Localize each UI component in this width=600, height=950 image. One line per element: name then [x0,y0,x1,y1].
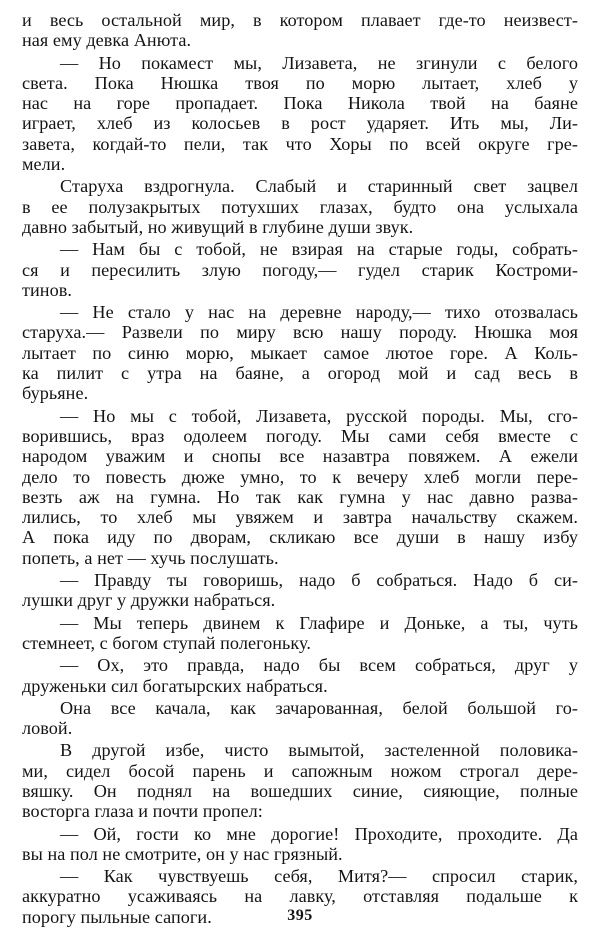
text-line: восторга глаза и почти пропел: [22,801,263,822]
text-line: аккуратно усаживаясь на лавку, отставляя подальше к [22,886,578,907]
text-line: ловой. [22,718,73,739]
text-line: Она все качала, как зачарованная, белой большой го- [60,697,578,718]
text-line: Старуха вздрогнула. Слабый и старинный свет зацвел [60,176,578,197]
text-line: порогу пыльные сапоги. [22,906,212,927]
text-line: — Как чувствуешь себя, Митя?— спросил старик, [60,866,578,887]
text-line: народом уважим и снопы все назавтра повяжем. А ежели [22,446,578,467]
text-line: стемнеет, с богом ступай полегоньку. [22,632,311,653]
paragraph [22,698,578,739]
text-line: друженьки сил богатырских набраться. [22,675,328,696]
text-line: ворившись, враз одолеем погоду. Мы сами себя вместе с [22,425,578,446]
text-line: А пока иду по дворам, скликаю все души в нашу избу [22,527,578,548]
text-line: — Но мы с тобой, Лизавета, русской породы. Мы, сго- [60,405,578,426]
text-line: ка пилит с утра на баяне, а огород мой и сад весь в [22,363,578,384]
text-line: и весь остальной мир, в котором плавает где-то неизвест- [22,10,578,30]
paragraph [22,613,578,654]
text-line: играет, хлеб из колосьев в рост ударяет. Ить мы, Ли- [22,113,578,134]
text-line: — Не стало у нас на деревне народу,— тихо отозвалась [60,302,578,323]
paragraph [22,10,578,51]
text-line: — Ой, гости ко мне дорогие! Проходите, проходите. Да [60,823,578,844]
text-line: — Мы теперь двинем к Глафире и Доньке, а ты, чуть [60,612,578,633]
text-line: ная ему девка Анюта. [22,30,192,51]
text-line: тинов. [22,279,72,300]
text-line: — Ох, это правда, надо бы всем собраться, друг у [60,655,578,676]
text-line: в ее полузакрытых потухших глазах, будто она услыхала [22,196,578,217]
paragraph [22,406,578,568]
text-line: старуха.— Развели по миру всю нашу породу. Нюшка моя [22,322,578,343]
paragraph [22,655,578,696]
text-line: бурьяне. [22,383,89,404]
paragraph [22,53,578,175]
paragraph [22,824,578,865]
text-line: — Нам бы с тобой, не взирая на старые годы, собрать- [60,239,578,260]
paragraph [22,570,578,611]
text-line: лились, то хлеб мы увяжем и завтра начальству скажем. [22,507,578,528]
text-line: везть аж на гумна. Но так как гумна у нас давно разва- [22,486,578,507]
text-line: ся и пересилить злую погоду,— гудел старик Костроми- [22,259,578,280]
text-line: света. Пока Нюшка твоя по морю лытает, хлеб у [22,72,578,93]
text-line: вяшку. Он поднял на вошедших синие, сияющие, полные [22,780,578,801]
text-line: попеть, а нет — хучь послушать. [22,547,279,568]
paragraph [22,239,578,300]
paragraph [22,740,578,821]
text-line: дело то повесть дюже умно, то к вечеру хлеб могли пере- [22,466,578,487]
text-line: — Правду ты говоришь, надо б собраться. Надо б си- [60,570,578,591]
text-line: нас на горе пропадает. Пока Никола твой на баяне [22,93,578,114]
paragraph [22,302,578,403]
page-number: 395 [287,907,313,924]
text-line: В другой избе, чисто вымытой, застеленной половика- [60,740,578,761]
text-line: лытает по синю морю, мыкает самое лютое горе. А Коль- [22,342,578,363]
text-line: вы на пол не смотрите, он у нас грязный. [22,843,343,864]
body-text [22,10,578,929]
text-line: завета, когдай-то пели, так что Хоры по всей округе гре- [22,133,578,154]
text-line: — Но покамест мы, Лизавета, не згинули с белого [60,52,578,73]
text-line: ми, сидел босой парень и сапожным ножом строгал дере- [22,760,578,781]
text-line: давно забытый, но живущий в глубине души звук. [22,216,414,237]
text-line: мели. [22,154,66,175]
text-line: лушки друг у дружки набраться. [22,590,276,611]
paragraph [22,176,578,237]
